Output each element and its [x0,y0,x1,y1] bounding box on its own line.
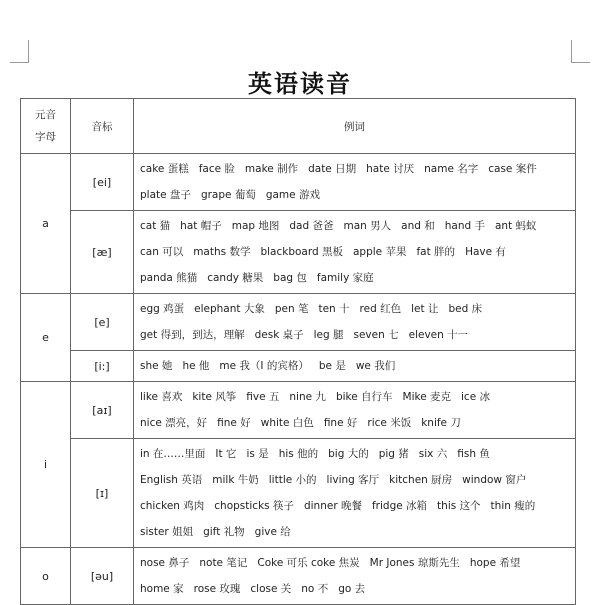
example-word: let 让 [411,303,439,315]
example-word: ten 十 [318,303,350,315]
example-word: pig 猪 [378,448,409,460]
example-word: candy 糖果 [207,272,264,284]
example-line [140,296,571,322]
example-word: can 可以 [140,246,184,258]
example-line [140,322,571,348]
example-word: me 我（I 的宾格） [219,360,309,372]
example-word: milk 牛奶 [212,474,259,486]
example-line [140,182,571,208]
table-row [21,211,576,294]
example-line [140,239,571,265]
example-word: plate 盘子 [140,189,191,201]
example-word: dinner 晚餐 [303,500,362,512]
example-word: fridge 冰箱 [371,500,428,512]
example-word: map 地图 [231,220,280,232]
vowel-letter: e [21,294,71,382]
example-word: Mike 麦克 [402,391,452,403]
header-examples: 例词 [134,99,576,154]
example-word: six 六 [418,448,448,460]
example-word: nine 九 [289,391,326,403]
example-word: kitchen 厨房 [389,474,453,486]
example-words [134,382,576,439]
example-word: man 男人 [343,220,392,232]
example-word: knife 刀 [421,417,461,429]
example-word: we 我们 [355,360,396,372]
example-word: like 喜欢 [140,391,183,403]
example-word: hand 手 [444,220,485,232]
example-word: his 他的 [278,448,319,460]
table-row [21,439,576,548]
example-word: thin 瘦的 [490,500,536,512]
example-word: chopsticks 筷子 [214,500,294,512]
table-row [21,382,576,439]
table-row [21,154,576,211]
example-line [140,550,571,576]
phonetic-symbol: [əu] [71,548,134,605]
example-word: kite 风筝 [192,391,237,403]
example-word: go 去 [338,583,366,595]
example-word: cat 猫 [140,220,171,232]
example-word: fat 胖的 [416,246,456,258]
header-vowel [21,99,71,154]
header-phonetic: 音标 [71,99,134,154]
example-line [140,384,571,410]
example-word: nose 鼻子 [140,557,190,569]
example-word: no 不 [301,583,329,595]
example-word: hate 讨厌 [366,163,415,175]
example-word: bed 床 [448,303,483,315]
example-word: apple 苹果 [352,246,407,258]
example-word: window 窗户 [462,474,527,486]
example-word: white 白色 [260,417,314,429]
example-words [134,211,576,294]
example-word: big 大的 [328,448,369,460]
example-words [134,439,576,548]
vowel-letter: i [21,382,71,548]
example-word: gift 礼物 [203,526,245,538]
example-word: dad 爸爸 [289,220,334,232]
example-word: bike 自行车 [335,391,393,403]
vowel-letter: a [21,154,71,294]
crop-mark-right [571,40,590,63]
example-word: seven 七 [353,329,399,341]
example-words [134,351,576,382]
phonetic-symbol: [ei] [71,154,134,211]
example-word: elephant 大象 [194,303,265,315]
example-word: rice 米饭 [367,417,412,429]
example-line [140,213,571,239]
page-title: 英语读音 [248,69,352,98]
example-word: be 是 [318,360,346,372]
example-word: chicken 鸡肉 [140,500,205,512]
example-word: rose 玫瑰 [193,583,241,595]
header-vowel-line1: 元音 [35,109,56,121]
example-word: fish 鱼 [457,448,490,460]
example-line [140,493,571,519]
example-word: give 给 [254,526,291,538]
example-line [140,519,571,545]
example-word: red 红色 [359,303,402,315]
example-word: Coke 可乐 coke 焦炭 [257,557,360,569]
example-word: English 英语 [140,474,203,486]
example-word: face 脸 [198,163,235,175]
example-word: nice 漂亮，好 [140,417,208,429]
example-word: get 得到，到达，理解 [140,329,245,341]
table-row [21,548,576,605]
example-word: leg 腿 [313,329,344,341]
example-word: maths 数学 [193,246,251,258]
example-word: living 客厅 [326,474,380,486]
example-word: fine 好 [323,417,358,429]
vowel-letter: o [21,548,71,605]
example-word: desk 桌子 [254,329,304,341]
example-words [134,154,576,211]
phonetic-symbol: [e] [71,294,134,351]
pronunciation-table [20,98,576,605]
example-word: is 是 [246,448,269,460]
phonetic-symbol: [i:] [71,351,134,382]
example-line [140,156,571,182]
example-word: little 小的 [268,474,317,486]
example-word: blackboard 黑板 [260,246,343,258]
example-line [140,353,571,379]
example-word: pen 笔 [274,303,309,315]
example-line [140,441,571,467]
table-row [21,294,576,351]
example-word: family 家庭 [316,272,374,284]
example-word: bag 包 [273,272,307,284]
example-word: case 案件 [488,163,537,175]
example-word: panda 熊猫 [140,272,198,284]
example-word: hat 帽子 [180,220,222,232]
example-word: Have 有 [465,246,506,258]
example-word: fine 好 [217,417,251,429]
example-word: she 她 [140,360,173,372]
example-word: this 这个 [437,500,481,512]
phonetic-symbol: [aɪ] [71,382,134,439]
example-word: grape 葡萄 [200,189,256,201]
example-words [134,548,576,605]
example-word: eleven 十一 [408,329,469,341]
example-word: Mr Jones 琼斯先生 [369,557,460,569]
example-word: home 家 [140,583,184,595]
example-word: ant 蚂蚁 [495,220,537,232]
example-line [140,467,571,493]
header-vowel-line2: 字母 [35,131,56,143]
example-word: he 他 [182,360,210,372]
example-word: It 它 [215,448,237,460]
example-line [140,410,571,436]
example-line [140,576,571,602]
example-word: note 笔记 [199,557,248,569]
example-word: sister 姐姐 [140,526,194,538]
example-word: make 制作 [244,163,299,175]
example-word: and 和 [401,220,435,232]
example-word: game 游戏 [265,189,320,201]
example-word: close 关 [250,583,292,595]
example-word: in 在……里面 [140,448,206,460]
example-word: egg 鸡蛋 [140,303,185,315]
phonetic-symbol: [æ] [71,211,134,294]
example-word: hope 希望 [469,557,521,569]
crop-mark-left [10,40,29,63]
example-word: name 名字 [424,163,479,175]
example-line [140,265,571,291]
example-word: five 五 [246,391,280,403]
phonetic-symbol: [ɪ] [71,439,134,548]
table-row [21,351,576,382]
example-word: ice 冰 [461,391,491,403]
table-header-row [21,99,576,154]
example-word: cake 蛋糕 [140,163,189,175]
example-word: date 日期 [308,163,357,175]
example-words [134,294,576,351]
